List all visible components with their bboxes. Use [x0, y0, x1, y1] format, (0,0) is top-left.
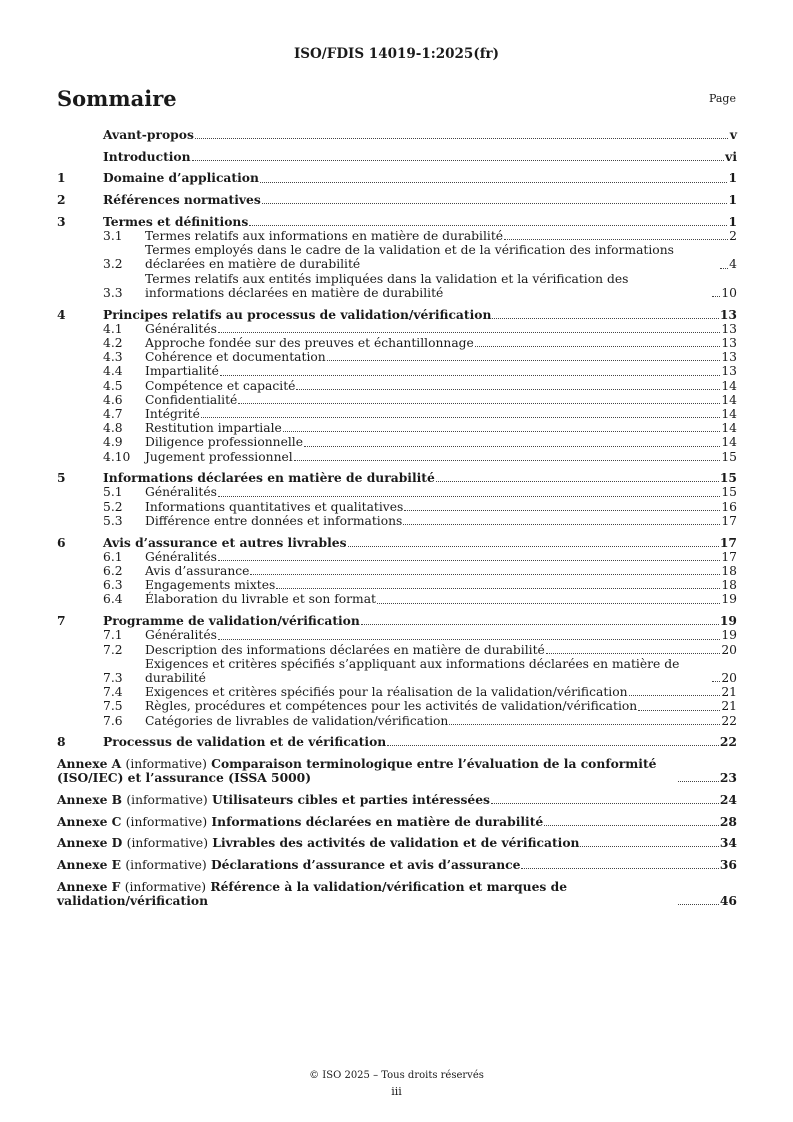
toc-subentry[interactable] [57, 643, 737, 657]
toc-annex-entry[interactable] [57, 880, 737, 908]
toc-page-number: 15 [721, 449, 737, 464]
annex-title: Comparaison terminologique entre l’évaluation de la conformité (ISO/IEC) et l’assurance (ISSA 5000) [57, 755, 657, 786]
toc-annex-entry[interactable] [57, 858, 737, 872]
toc-number: 6.3 [103, 578, 123, 593]
toc-number: 7.6 [103, 713, 123, 728]
toc-number: 2 [57, 192, 66, 208]
toc-entry[interactable] [57, 150, 737, 164]
toc-subentry[interactable] [57, 685, 737, 699]
toc-page-number: 24 [719, 791, 737, 807]
toc-subentry[interactable] [57, 379, 737, 393]
toc-subentry[interactable] [57, 514, 737, 528]
toc-number: 8 [57, 734, 66, 750]
toc-title: Informations quantitatives et qualitatives [145, 499, 404, 514]
page-title: Sommaire [57, 86, 177, 111]
toc-title: Références normatives [103, 192, 261, 208]
toc-subentry[interactable] [57, 421, 737, 435]
toc-entry[interactable] [57, 471, 737, 485]
toc-page-number: 20 [721, 642, 737, 657]
dot-leader [218, 496, 720, 497]
toc-page-number: 15 [719, 470, 737, 486]
toc-page-number: 15 [721, 485, 737, 500]
toc-page-number: 20 [721, 670, 737, 685]
annex-title: Livrables des activités de validation et de vérification [212, 835, 580, 851]
dot-leader [361, 624, 719, 625]
toc-subentry[interactable] [57, 243, 737, 271]
toc-subentry[interactable] [57, 364, 737, 378]
toc-title: Catégories de livrables de validation/vérification [145, 713, 449, 728]
toc-page-number: 19 [721, 592, 737, 607]
annex-title: Utilisateurs cibles et parties intéressées [212, 791, 490, 807]
toc-title: Confidentialité [145, 392, 238, 407]
toc-title: Termes employés dans le cadre de la validation et de la vérification des informations déclarées en matière de durabilité [145, 243, 674, 272]
dot-leader [629, 695, 721, 696]
toc-page-number: 21 [721, 699, 737, 714]
page-number: iii [391, 1085, 402, 1098]
toc-page-number: 1 [728, 213, 737, 229]
dot-leader [220, 375, 720, 376]
toc-number: 6.4 [103, 592, 123, 607]
toc-subentry[interactable] [57, 393, 737, 407]
dot-leader [296, 389, 720, 390]
toc-title: Avant-propos [103, 127, 194, 142]
annex-label: Annexe B [57, 791, 123, 807]
toc-page-number: 13 [721, 350, 737, 365]
toc-page-number: 17 [721, 513, 737, 528]
dot-leader [262, 203, 728, 204]
dot-leader [678, 781, 719, 782]
toc-page-number: 23 [719, 770, 737, 786]
toc-subentry[interactable] [57, 592, 737, 606]
annex-note: (informative) [125, 756, 207, 771]
toc-annex-entry[interactable] [57, 815, 737, 829]
dot-leader [403, 524, 720, 525]
toc-number: 6 [57, 534, 66, 550]
toc-entry[interactable] [57, 735, 737, 749]
toc-entry[interactable] [57, 193, 737, 207]
toc-entry[interactable] [57, 171, 737, 185]
toc-page-number: 34 [719, 835, 737, 851]
toc-entry[interactable] [57, 215, 737, 229]
dot-leader [294, 460, 721, 461]
toc-number: 5.2 [103, 499, 123, 514]
toc-subentry[interactable] [57, 450, 737, 464]
toc-title: Jugement professionnel [145, 449, 293, 464]
toc-number: 4 [57, 306, 66, 322]
toc-number: 1 [57, 170, 66, 186]
toc-entry[interactable] [57, 128, 737, 142]
toc-subentry[interactable] [57, 500, 737, 514]
dot-leader [327, 360, 721, 361]
toc-number: 6.2 [103, 563, 123, 578]
toc-subentry[interactable] [57, 322, 737, 336]
toc-subentry[interactable] [57, 485, 737, 499]
document-header: ISO/FDIS 14019-1:2025(fr) [293, 46, 500, 62]
toc-number: 3 [57, 213, 66, 229]
toc-number: 4.2 [103, 335, 123, 350]
toc-title: Différence entre données et informations [145, 513, 403, 528]
toc-title: Termes relatifs aux informations en matière de durabilité [145, 229, 504, 244]
toc-number: 7.3 [103, 670, 123, 685]
toc-annex-entry[interactable] [57, 757, 737, 785]
dot-leader [218, 639, 720, 640]
toc-number: 7.4 [103, 685, 123, 700]
toc-number: 4.7 [103, 406, 123, 421]
toc-page-number: 17 [721, 549, 737, 564]
toc-title: Avis d’assurance [145, 563, 250, 578]
annex-label: Annexe F [57, 878, 121, 894]
toc-entry[interactable] [57, 614, 737, 628]
toc-page-number: 21 [721, 685, 737, 700]
toc-title: Processus de validation et de vérification [103, 734, 387, 750]
dot-leader [250, 574, 720, 575]
dot-leader [449, 724, 720, 725]
toc-title: Exigences et critères spécifiés s’appliquant aux informations déclarées en matière de durabilité [145, 656, 680, 685]
toc-subentry[interactable] [57, 272, 737, 300]
toc-page-number: 22 [719, 734, 737, 750]
annex-note: (informative) [125, 814, 208, 829]
toc-title: Exigences et critères spécifiés pour la réalisation de la validation/vérification [145, 685, 628, 700]
dot-leader [218, 332, 720, 333]
toc-title: Cohérence et documentation [145, 350, 326, 365]
toc-page-number: 14 [721, 435, 737, 450]
toc-page-number: 28 [719, 813, 737, 829]
toc-number: 4.1 [103, 321, 123, 336]
dot-leader [544, 825, 719, 826]
toc-number: 5.3 [103, 513, 123, 528]
dot-leader [712, 296, 720, 297]
dot-leader [491, 803, 719, 804]
toc-page-number: 18 [721, 563, 737, 578]
toc-page-number: 13 [721, 321, 737, 336]
toc-subentry[interactable] [57, 657, 737, 685]
dot-leader [712, 681, 720, 682]
toc-title: Avis d’assurance et autres livrables [103, 534, 347, 550]
toc-subentry[interactable] [57, 407, 737, 421]
dot-leader [638, 710, 720, 711]
toc-title: Compétence et capacité [145, 378, 296, 393]
dot-leader [218, 560, 720, 561]
toc-number: 4.6 [103, 392, 123, 407]
page-column-label: Page [708, 92, 736, 105]
toc-subentry[interactable] [57, 350, 737, 364]
toc-page-number: 4 [729, 257, 737, 272]
toc-title: Impartialité [145, 364, 219, 379]
toc-title: Généralités [145, 628, 217, 643]
toc-title: Domaine d’application [103, 170, 259, 186]
annex-label: Annexe A [57, 755, 122, 771]
toc-page-number: 1 [728, 170, 737, 186]
toc-title: Généralités [145, 321, 217, 336]
toc-number: 7 [57, 613, 66, 629]
toc-page-number: 1 [728, 192, 737, 208]
toc-page-number: 14 [721, 392, 737, 407]
toc-number: 4.3 [103, 350, 123, 365]
toc-number: 7.2 [103, 642, 123, 657]
dot-leader [249, 225, 727, 226]
toc-page-number: 36 [719, 856, 737, 872]
annex-label: Annexe E [57, 856, 122, 872]
page-footer [0, 1068, 793, 1100]
toc-entry[interactable] [57, 536, 737, 550]
toc-title: Programme de validation/vérification [103, 613, 360, 629]
toc-title: Généralités [145, 485, 217, 500]
dot-leader [678, 904, 719, 905]
toc-title: Règles, procédures et compétences pour les activités de validation/vérification [145, 699, 638, 714]
toc-subentry[interactable] [57, 229, 737, 243]
toc-title: Généralités [145, 549, 217, 564]
copyright-notice: © ISO 2025 – Tous droits réservés [309, 1070, 484, 1081]
toc-subentry[interactable] [57, 699, 737, 713]
dot-leader [377, 603, 720, 604]
toc-subentry[interactable] [57, 336, 737, 350]
toc-annex-entry[interactable] [57, 836, 737, 850]
dot-leader [436, 481, 719, 482]
toc-number: 3.3 [103, 285, 123, 300]
toc-title: Termes relatifs aux entités impliquées dans la validation et la vérification des informations déclarées en matière de durabilité [145, 271, 629, 300]
toc-title: Principes relatifs au processus de validation/vérification [103, 306, 492, 322]
toc-subentry[interactable] [57, 564, 737, 578]
toc-page-number: 10 [721, 285, 737, 300]
annex-note: (informative) [125, 857, 207, 872]
annex-note: (informative) [126, 792, 208, 807]
annex-label: Annexe D [57, 835, 123, 851]
annex-title: Référence à la validation/vérification et marques de validation/vérification [57, 878, 568, 908]
toc-page-number: 17 [719, 534, 737, 550]
toc-number: 5 [57, 470, 66, 486]
toc-number: 4.8 [103, 421, 123, 436]
toc-subentry[interactable] [57, 714, 737, 728]
toc-number: 4.5 [103, 378, 123, 393]
toc-number: 3.2 [103, 257, 123, 272]
toc-subentry[interactable] [57, 435, 737, 449]
toc-number: 5.1 [103, 485, 123, 500]
dot-leader [238, 403, 720, 404]
toc-number: 4.9 [103, 435, 123, 450]
toc-title: Introduction [103, 148, 191, 164]
toc-title: Intégrité [145, 406, 200, 421]
table-of-contents [57, 128, 737, 908]
annex-note: (informative) [124, 879, 207, 894]
toc-title: Informations déclarées en matière de durabilité [103, 470, 435, 486]
annex-note: (informative) [126, 836, 209, 851]
toc-number: 7.5 [103, 699, 123, 714]
toc-subentry[interactable] [57, 578, 737, 592]
toc-page-number: 2 [729, 229, 737, 244]
dot-leader [387, 745, 719, 746]
toc-page-number: v [729, 127, 737, 142]
dot-leader [580, 846, 718, 847]
toc-title: Description des informations déclarées en matière de durabilité [145, 642, 545, 657]
toc-subentry[interactable] [57, 628, 737, 642]
dot-leader [276, 588, 720, 589]
annex-title: Déclarations d’assurance et avis d’assurance [211, 856, 521, 872]
toc-number: 3.1 [103, 229, 123, 244]
toc-page-number: 46 [719, 892, 737, 908]
dot-leader [475, 346, 721, 347]
toc-title: Diligence professionnelle [145, 435, 303, 450]
dot-leader [195, 138, 728, 139]
toc-number: 4.4 [103, 364, 123, 379]
annex-label: Annexe C [57, 813, 122, 829]
dot-leader [201, 417, 720, 418]
toc-title: Élaboration du livrable et son format [145, 592, 376, 607]
toc-entry[interactable] [57, 308, 737, 322]
toc-page-number: 14 [721, 378, 737, 393]
toc-page-number: 18 [721, 578, 737, 593]
toc-page-number: 16 [721, 499, 737, 514]
toc-page-number: 19 [721, 628, 737, 643]
dot-leader [720, 268, 728, 269]
toc-title: Approche fondée sur des preuves et échantillonnage [145, 335, 474, 350]
dot-leader [304, 446, 720, 447]
toc-number: 4.10 [103, 449, 131, 464]
toc-annex-entry[interactable] [57, 793, 737, 807]
dot-leader [521, 868, 718, 869]
toc-title: Restitution impartiale [145, 421, 282, 436]
toc-number: 7.1 [103, 628, 123, 643]
dot-leader [192, 160, 725, 161]
dot-leader [348, 546, 719, 547]
dot-leader [404, 510, 720, 511]
toc-page-number: 13 [719, 306, 737, 322]
toc-subentry[interactable] [57, 550, 737, 564]
toc-page-number: 14 [721, 406, 737, 421]
toc-page-number: 13 [721, 364, 737, 379]
dot-leader [504, 239, 728, 240]
toc-page-number: vi [725, 148, 737, 164]
dot-leader [546, 653, 721, 654]
toc-page-number: 19 [719, 613, 737, 629]
toc-number: 6.1 [103, 549, 123, 564]
toc-page-number: 13 [721, 335, 737, 350]
dot-leader [260, 182, 728, 183]
toc-page-number: 14 [721, 421, 737, 436]
toc-title: Engagements mixtes [145, 578, 276, 593]
toc-page-number: 22 [721, 713, 737, 728]
annex-title: Informations déclarées en matière de durabilité [211, 813, 544, 829]
dot-leader [492, 318, 718, 319]
toc-title: Termes et définitions [103, 213, 249, 229]
dot-leader [283, 431, 721, 432]
